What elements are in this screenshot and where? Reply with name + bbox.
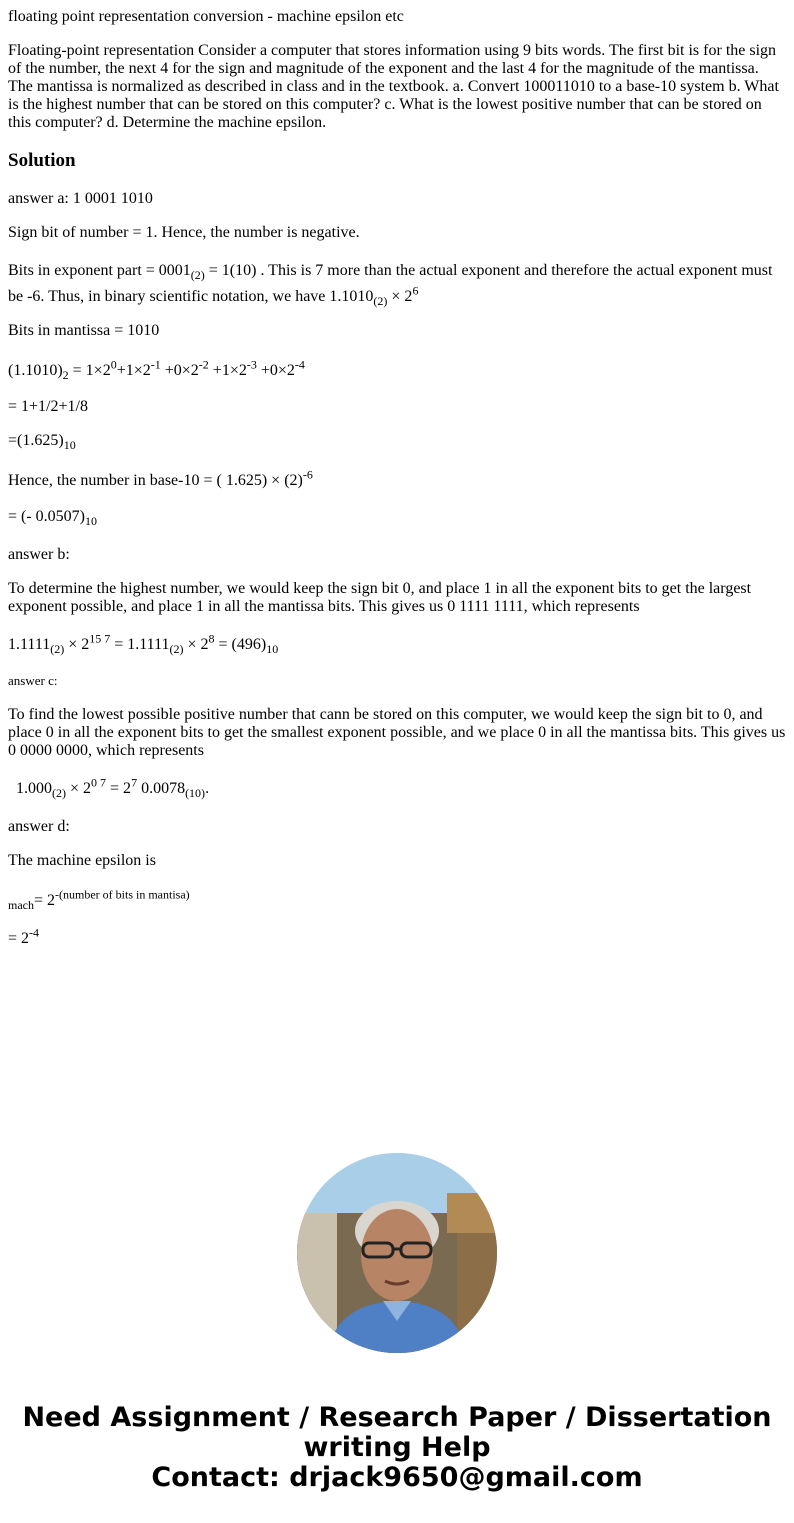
answer-b-formula: $1.1111_{(2)} \times 2^{15 7} = 1.1111_{(2)} \times 2^8 = (496)_{10}$ bbox=[8, 631, 279, 657]
question-text: Floating-point representation Consider a computer that stores information using 9 bits words. The first bit is for the sign of the number, the next 4 for the sign and magnitude of the exponent and the last 4 for the magnitude of the mantissa. The mantissa is normalized as described in class and in the textbook. a. Convert 100011010 to a base-10 system b. What is the highest number that can be stored on this computer? c. What is the lowest positive number that can be stored on this computer? d. Determine the machine epsilon. bbox=[8, 42, 779, 131]
answer-c-explanation: To find the lowest possible positive number that cann be stored on this computer, we would keep the sign bit to 0, and place 0 in all the exponent bits to get the smallest exponent possible, and we place 0 in all the mantissa bits. This gives us 0 0000 0000, which represents bbox=[8, 706, 786, 759]
result-a: = (- $0.0507)_{10}$ bbox=[8, 508, 98, 529]
banner-line-1: Need Assignment / Research Paper / Dissertation bbox=[22, 1402, 772, 1433]
mantissa-line: Bits in mantissa = 1010 bbox=[8, 322, 160, 339]
sum-line: = 1+1/2+1/8 bbox=[8, 398, 88, 415]
article bbox=[8, 8, 786, 964]
answer-c-heading: answer c: bbox=[8, 673, 58, 688]
banner-line-2: writing Help bbox=[303, 1432, 491, 1463]
page-title: floating point representation conversion - machine epsilon etc bbox=[8, 8, 404, 25]
answer-a-heading: answer a: 1 0001 1010 bbox=[8, 190, 153, 207]
exponent-line: Bits in exponent part = $0001_{(2)} = 1(10)$ . This is 7 more than the actual exponent and therefore the actual exponent must be -6. Thus, in binary scientific notation, we have $1.1010_{(2)} \times 2^6$ bbox=[8, 262, 773, 309]
author-photo bbox=[297, 1153, 497, 1353]
sign-line: Sign bit of number = 1. Hence, the number is negative. bbox=[8, 224, 360, 241]
answer-d-heading: answer d: bbox=[8, 818, 70, 835]
epsilon-result: = $2^{-4}$ bbox=[8, 925, 40, 947]
solution-heading: Solution bbox=[8, 150, 76, 171]
epsilon-formula: $_{mach}= 2^{-(number of bits in mantisa)}$ bbox=[8, 887, 190, 913]
promo-banner bbox=[0, 1403, 794, 1493]
binary-expansion: $(1.1010)_2 = 1\times 2^0+1\times 2^{-1} +0\times 2^{-2} +1\times 2^{-3} +0\times 2^{-4}$ bbox=[8, 357, 305, 383]
answer-d-intro: The machine epsilon is bbox=[8, 852, 156, 869]
answer-b-explanation: To determine the highest number, we would keep the sign bit 0, and place 1 in all the exponent bits to get the largest exponent possible, and place 1 in all the mantissa bits. This gives us 0 1111 1111, which represents bbox=[8, 580, 752, 615]
decimal-line: $=(1.625)_{10}$ bbox=[8, 432, 76, 453]
answer-b-heading: answer b: bbox=[8, 546, 70, 563]
answer-c-formula: $1.000_{(2)} \times 2^{0 7} = 2^7$ $0.0078_{(10)}$. bbox=[16, 775, 210, 801]
base10-line: Hence, the number in base-10 = ( $1.625) \times (2)^{-6}$ bbox=[8, 467, 313, 489]
banner-contact: Contact: drjack9650@gmail.com bbox=[151, 1462, 643, 1493]
